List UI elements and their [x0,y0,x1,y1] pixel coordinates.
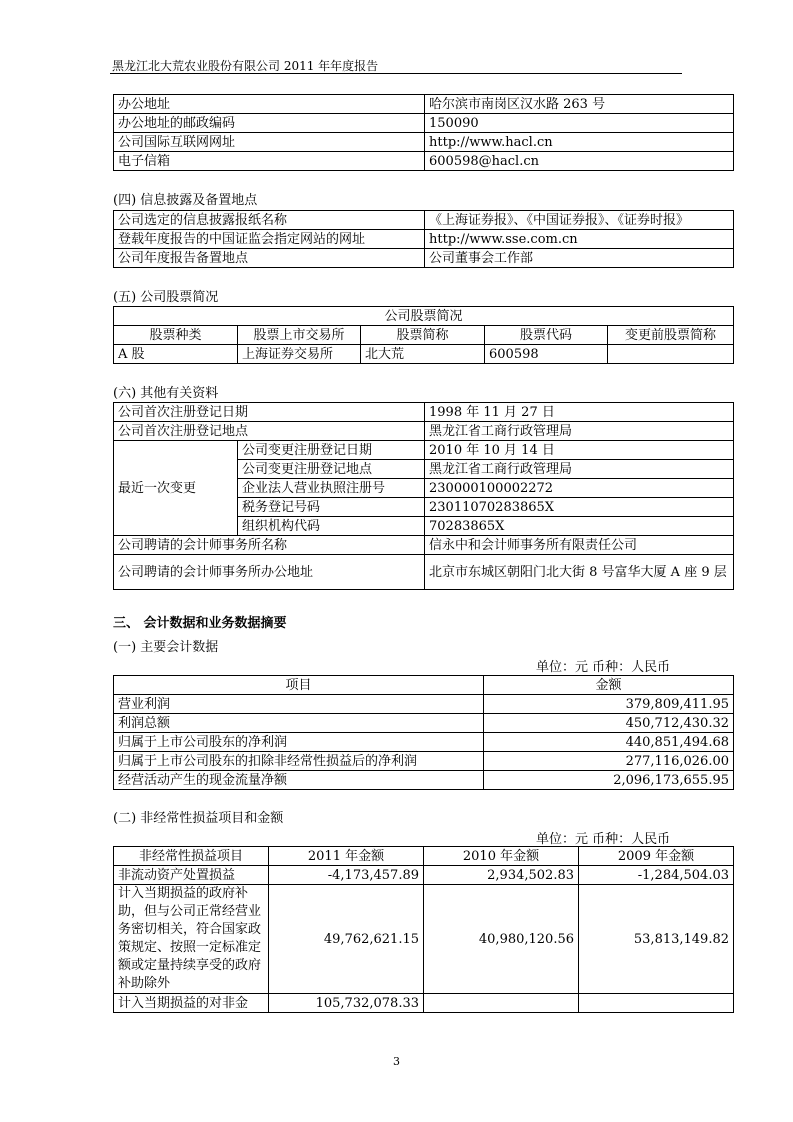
table-cell: 23011070283865X [425,498,734,517]
page-number: 3 [393,1055,400,1068]
table-cell: 《上海证券报》、《中国证券报》、《证券时报》 [425,211,734,230]
table-cell: http://www.sse.com.cn [425,230,734,249]
table-row [114,152,734,171]
table-cell: 40,980,120.56 [424,885,579,994]
table-cell: 公司聘请的会计师事务所办公地址 [114,555,425,590]
section-heading: (四) 信息披露及备置地点 [113,193,258,208]
sub-heading: (二) 非经常性损益项目和金额 [113,811,284,826]
table-cell: 经营活动产生的现金流量净额 [114,771,484,790]
disclosure-table [113,210,734,268]
table-cell: 电子信箱 [114,152,425,171]
table-header-row [114,326,734,345]
table-cell: 公司聘请的会计师事务所名称 [114,536,425,555]
table-row [114,695,734,714]
column-header: 股票种类 [114,326,238,345]
table-cell: 办公地址 [114,95,425,114]
stock-table [113,306,734,364]
unit-note: 单位：元 币种：人民币 [536,660,671,675]
table-cell: 公司首次注册登记日期 [114,403,425,422]
table-cell: 105,732,078.33 [269,994,424,1013]
table-row [114,733,734,752]
table-row [114,345,734,364]
table-cell: 最近一次变更 [114,441,238,536]
table-cell: 非流动资产处置损益 [114,866,269,885]
non-recurring-table [113,846,734,1013]
column-header: 2011 年金额 [269,847,424,866]
table-cell [608,345,734,364]
column-header: 2009 年金额 [579,847,734,866]
section-heading: (六) 其他有关资料 [113,386,219,401]
column-header: 2010 年金额 [424,847,579,866]
table-cell: 2,934,502.83 [424,866,579,885]
table-cell: 277,116,026.00 [484,752,734,771]
table-cell: 营业利润 [114,695,484,714]
table-cell: 办公地址的邮政编码 [114,114,425,133]
table-row [114,403,734,422]
table-cell: 北京市东城区朝阳门北大街 8 号富华大厦 A 座 9 层 [425,555,734,590]
table-cell: 上海证券交易所 [238,345,361,364]
table-row [114,752,734,771]
table-cell: http://www.hacl.cn [425,133,734,152]
column-header: 非经常性损益项目 [114,847,269,866]
table-cell: 企业法人营业执照注册号 [238,479,425,498]
column-header: 股票上市交易所 [238,326,361,345]
table-row [114,249,734,268]
table-cell: 北大荒 [361,345,485,364]
table-cell: 黑龙江省工商行政管理局 [425,460,734,479]
table-cell: 公司年度报告备置地点 [114,249,425,268]
main-accounting-table [113,675,734,790]
table-cell: 1998 年 11 月 27 日 [425,403,734,422]
table-row [114,95,734,114]
contact-table [113,94,734,171]
table-row [114,422,734,441]
table-cell: 440,851,494.68 [484,733,734,752]
table-cell: 黑龙江省工商行政管理局 [425,422,734,441]
table-cell: -1,284,504.03 [579,866,734,885]
table-cell: 600598@hacl.cn [425,152,734,171]
table-cell: 53,813,149.82 [579,885,734,994]
table-cell: 计入当期损益的对非金 [114,994,269,1013]
report-header: 黑龙江北大荒农业股份有限公司 2011 年年度报告 [112,59,379,73]
table-cell: 公司首次注册登记地点 [114,422,425,441]
table-cell [424,994,579,1013]
table-cell: 信永中和会计师事务所有限责任公司 [425,536,734,555]
table-cell: 税务登记号码 [238,498,425,517]
section-heading: (五) 公司股票简况 [113,290,219,305]
table-row [114,994,734,1013]
table-cell: 公司变更注册登记日期 [238,441,425,460]
table-cell [579,994,734,1013]
table-row [114,230,734,249]
table-cell: 归属于上市公司股东的扣除非经常性损益后的净利润 [114,752,484,771]
table-header-row [114,676,734,695]
table-cell: 计入当期损益的政府补助，但与公司正常经营业务密切相关，符合国家政策规定、按照一定标准定额或定量持续享受的政府补助除外 [114,885,269,994]
table-cell: 公司选定的信息披露报纸名称 [114,211,425,230]
table-cell: 登载年度报告的中国证监会指定网站的网址 [114,230,425,249]
table-cell: 49,762,621.15 [269,885,424,994]
table-cell: 哈尔滨市南岗区汉水路 263 号 [425,95,734,114]
table-cell: 利润总额 [114,714,484,733]
table-row [114,771,734,790]
table-cell: 2,096,173,655.95 [484,771,734,790]
table-cell: 450,712,430.32 [484,714,734,733]
header-divider [110,73,682,74]
table-cell: 组织机构代码 [238,517,425,536]
table-cell: 公司变更注册登记地点 [238,460,425,479]
table-row [114,211,734,230]
column-header: 股票简称 [361,326,485,345]
table-row [114,885,734,994]
table-cell: 600598 [485,345,608,364]
table-cell: 2010 年 10 月 14 日 [425,441,734,460]
column-header: 变更前股票简称 [608,326,734,345]
table-cell: A 股 [114,345,238,364]
table-cell: 70283865X [425,517,734,536]
table-row [114,714,734,733]
unit-note: 单位：元 币种：人民币 [536,832,671,847]
section-heading: 三、 会计数据和业务数据摘要 [113,616,287,631]
table-row [114,441,734,460]
column-header: 项目 [114,676,484,695]
table-row [114,114,734,133]
table-cell: 公司国际互联网网址 [114,133,425,152]
table-cell: 公司董事会工作部 [425,249,734,268]
column-header: 股票代码 [485,326,608,345]
other-info-table [113,402,734,590]
table-cell: 归属于上市公司股东的净利润 [114,733,484,752]
table-row [114,307,734,326]
table-row [114,866,734,885]
table-cell: 150090 [425,114,734,133]
sub-heading: (一) 主要会计数据 [113,640,219,655]
table-cell: 379,809,411.95 [484,695,734,714]
table-row [114,555,734,590]
table-cell: 230000100002272 [425,479,734,498]
table-row [114,133,734,152]
column-header: 金额 [484,676,734,695]
table-title: 公司股票简况 [114,307,734,326]
table-header-row [114,847,734,866]
table-cell: -4,173,457.89 [269,866,424,885]
table-row [114,536,734,555]
